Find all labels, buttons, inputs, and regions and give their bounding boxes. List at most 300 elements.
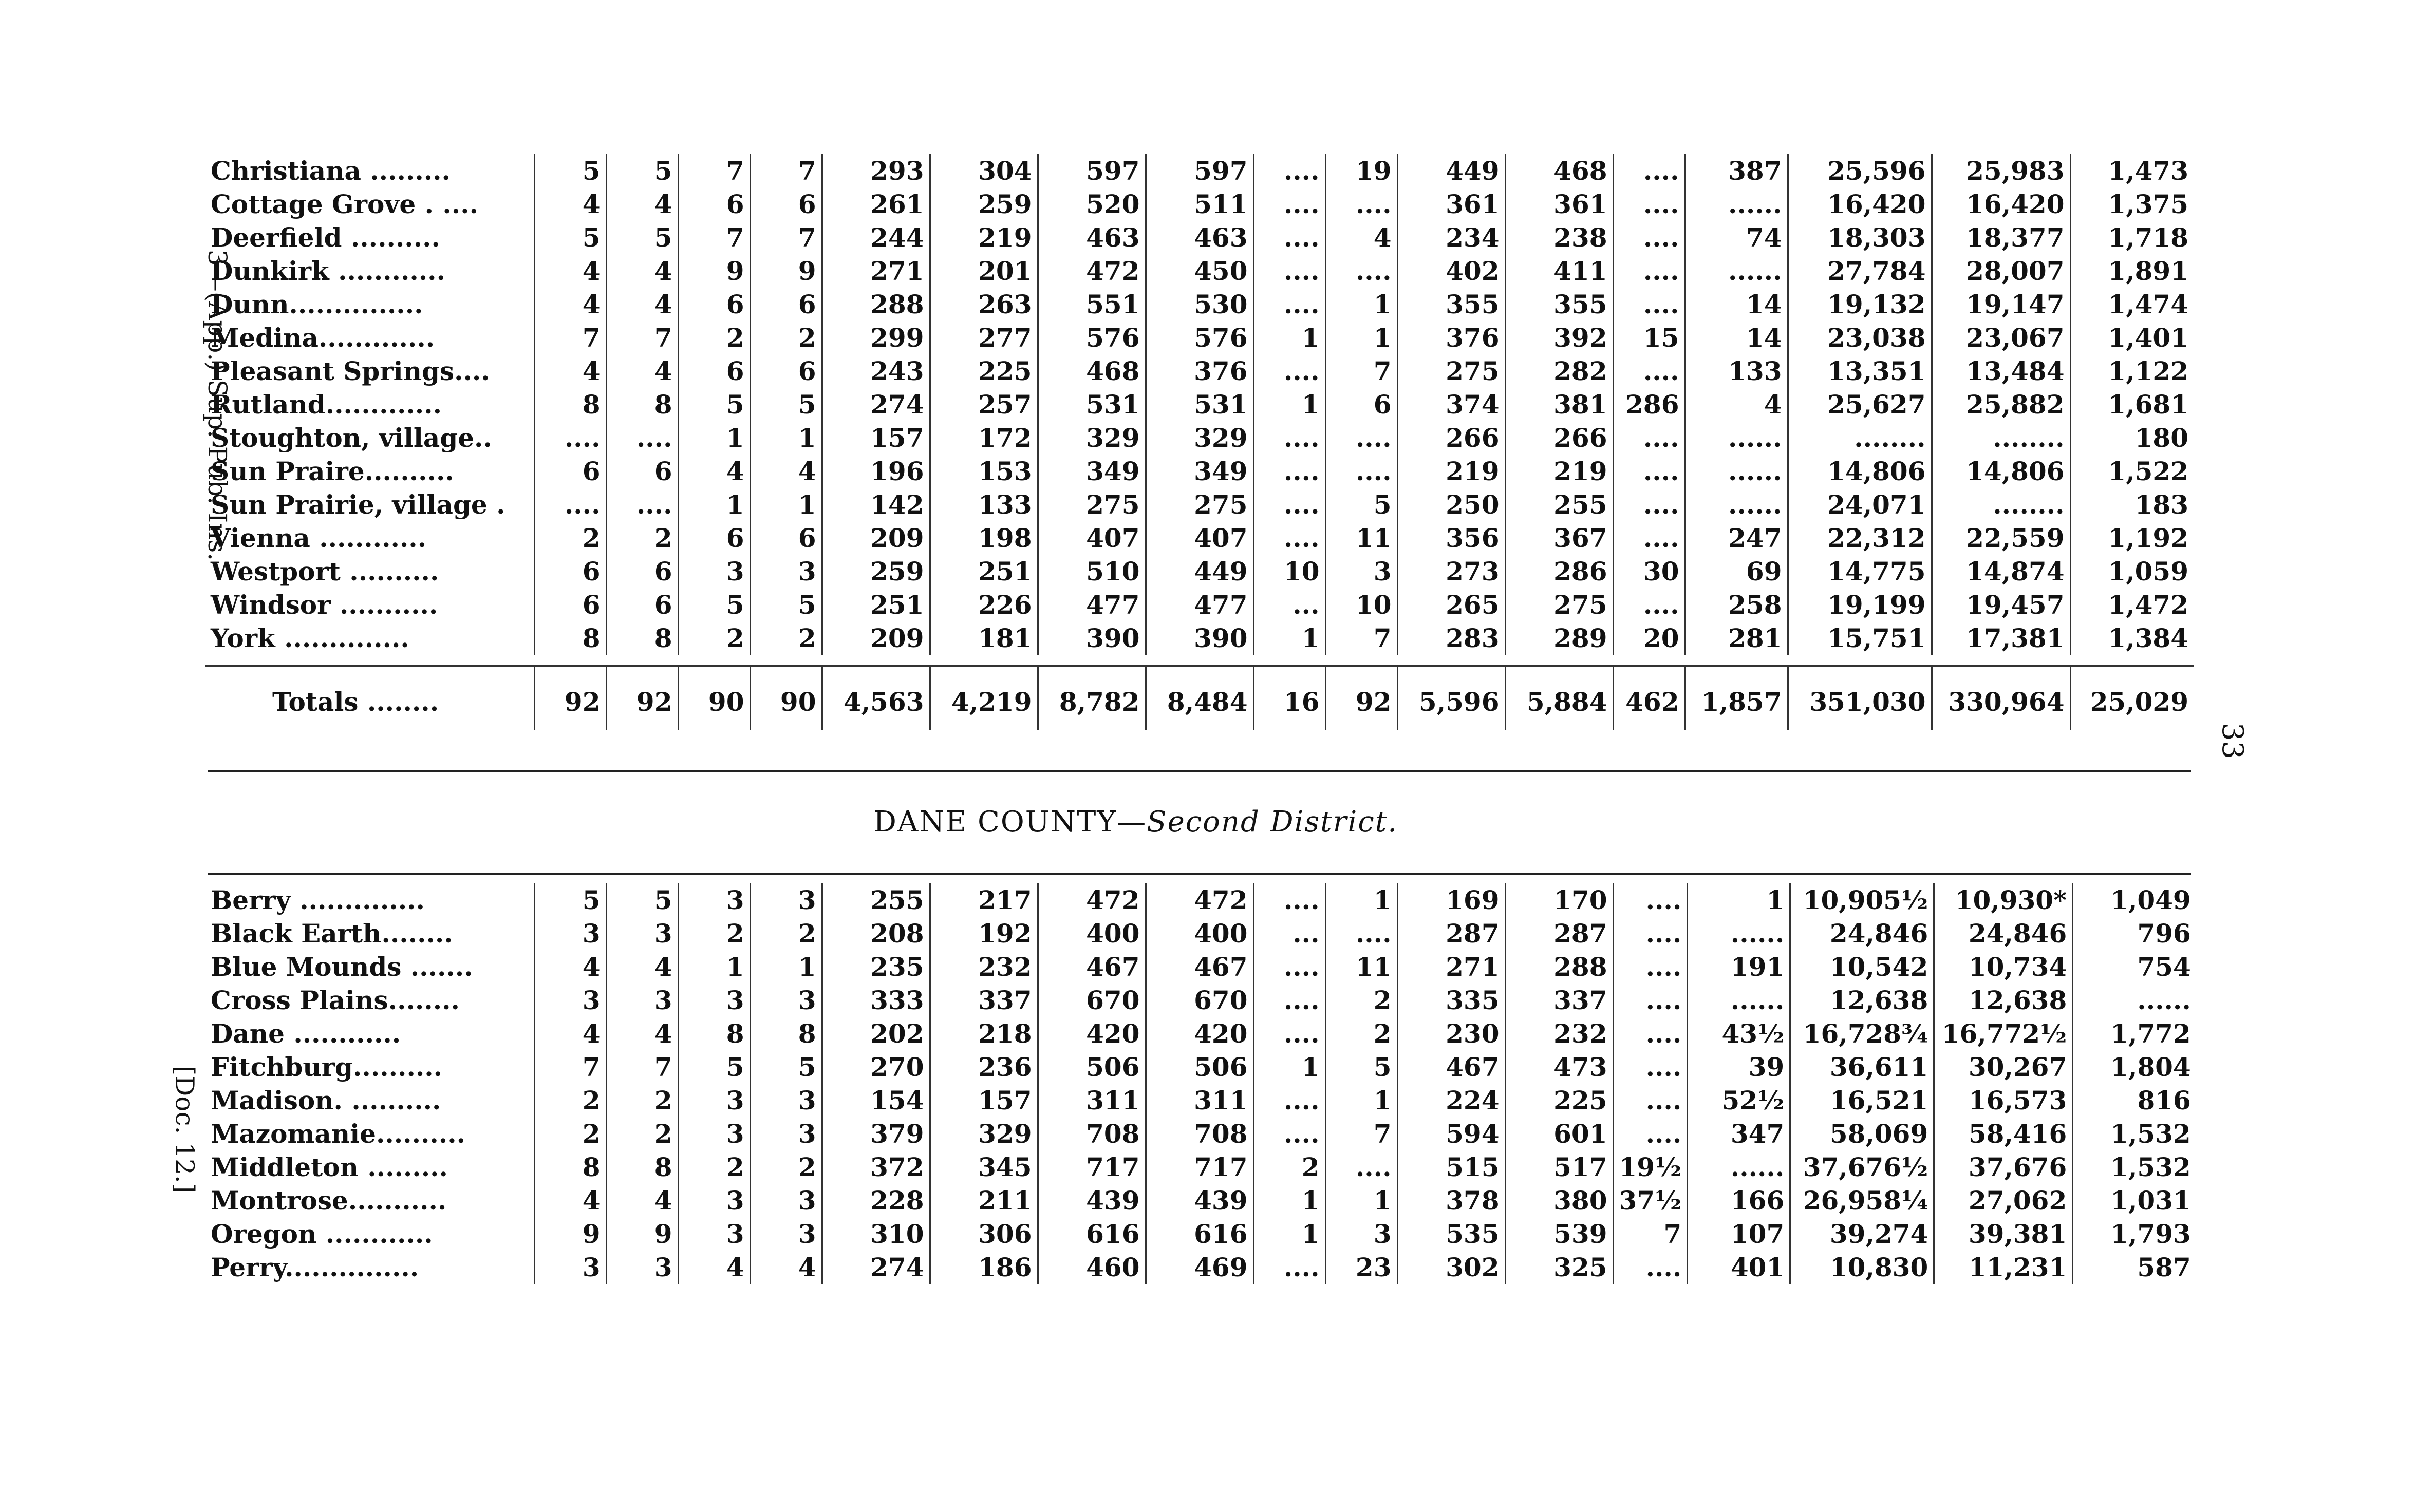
table-cell: 74 xyxy=(1685,221,1788,254)
table-cell: 1,522 xyxy=(2108,456,2188,486)
table-cell: 349 xyxy=(1146,455,1253,488)
table-cell: 1 xyxy=(1325,883,1397,917)
table-cell: 4 xyxy=(606,288,678,321)
table-cell: 670 xyxy=(1146,984,1253,1017)
table-cell: 26,958¼ xyxy=(1790,1184,1934,1217)
table-cell: 5 xyxy=(1325,1050,1397,1084)
table-cell: 5 xyxy=(606,883,678,917)
table-cell: 219 xyxy=(1397,455,1505,488)
table-cell: 6 xyxy=(606,555,678,588)
table-cell: 273 xyxy=(1397,555,1505,588)
table-row xyxy=(205,1184,2196,1217)
table-cell: 19,199 xyxy=(1788,588,1932,621)
table-cell: 8,782 xyxy=(1038,666,1146,730)
table-row xyxy=(205,883,2196,917)
table-cell: 347 xyxy=(1688,1117,1790,1150)
table-cell: 286 xyxy=(1613,388,1685,421)
table-cell: .... xyxy=(1613,950,1688,984)
table-cell: 16,420 xyxy=(1932,187,2070,221)
table-cell: 4 xyxy=(534,187,606,221)
table-cell: 18,377 xyxy=(1932,221,2070,254)
table-row xyxy=(205,421,2194,455)
table-cell: 16,728¾ xyxy=(1790,1017,1934,1050)
table-cell: .... xyxy=(1613,1050,1688,1084)
table-cell: 597 xyxy=(1146,154,1253,187)
table-cell: 460 xyxy=(1038,1251,1146,1284)
table-cell: ...... xyxy=(1688,1150,1790,1184)
table-cell: 5 xyxy=(534,883,606,917)
page-number: 33 xyxy=(2216,722,2250,760)
table-cell: .... xyxy=(534,421,606,455)
table-cell: 1 xyxy=(750,950,822,984)
table-cell: 4 xyxy=(606,187,678,221)
table-cell: 1 xyxy=(1253,321,1325,354)
table-cell: 299 xyxy=(822,321,930,354)
table-cell: 1,192 xyxy=(2108,523,2188,553)
table-cell: 3 xyxy=(750,555,822,588)
table-cell: 616 xyxy=(1038,1217,1146,1251)
table-cell: 234 xyxy=(1397,221,1505,254)
table-cell: 6 xyxy=(678,187,750,221)
table-cell: 387 xyxy=(1685,154,1788,187)
table-cell: 275 xyxy=(1146,488,1253,521)
table-cell: 12,638 xyxy=(1934,984,2073,1017)
table-cell: 439 xyxy=(1038,1184,1146,1217)
table-cell: 6 xyxy=(678,521,750,555)
table-cell: 1,384 xyxy=(2108,623,2188,653)
table-cell: 6 xyxy=(750,354,822,388)
table-cell: 180 xyxy=(2134,423,2188,453)
table-cell: 400 xyxy=(1146,917,1253,950)
table-cell: 304 xyxy=(930,154,1038,187)
table-cell: 13,351 xyxy=(1788,354,1932,388)
table-cell: 576 xyxy=(1146,321,1253,354)
table-cell: 2 xyxy=(1253,1150,1325,1184)
table-cell: 601 xyxy=(1505,1117,1613,1150)
table-cell: 4 xyxy=(606,1184,678,1217)
table-cell: 90 xyxy=(750,666,822,730)
table-cell: 37,676½ xyxy=(1790,1150,1934,1184)
table-cell: .... xyxy=(1253,1117,1325,1150)
table-cell: 14,806 xyxy=(1788,455,1932,488)
table-cell: 381 xyxy=(1505,388,1613,421)
table-cell: 361 xyxy=(1505,187,1613,221)
table-cell: 8 xyxy=(606,621,678,655)
table-cell: 266 xyxy=(1397,421,1505,455)
table-cell: 271 xyxy=(1397,950,1505,984)
table-cell: 1,772 xyxy=(2110,1018,2191,1049)
table-cell: 7 xyxy=(1325,621,1397,655)
table-cell: .... xyxy=(1325,187,1397,221)
table-cell: ...... xyxy=(1685,187,1788,221)
table-cell: 224 xyxy=(1397,1084,1505,1117)
table-cell: 10,830 xyxy=(1790,1251,1934,1284)
table-cell: 1 xyxy=(1325,1084,1397,1117)
table-cell: 293 xyxy=(822,154,930,187)
table-row xyxy=(205,254,2194,288)
table-cell: 19,457 xyxy=(1932,588,2070,621)
table-cell: 4,563 xyxy=(822,666,930,730)
table-cell: 3 xyxy=(606,1251,678,1284)
table-cell: .... xyxy=(1613,917,1688,950)
row-label: Fitchburg.......... xyxy=(205,1050,534,1084)
table-cell: ... xyxy=(1253,588,1325,621)
table-cell: 154 xyxy=(822,1084,930,1117)
table-cell: 4 xyxy=(1325,221,1397,254)
table-cell: 25,029 xyxy=(2070,666,2194,730)
table-cell: 473 xyxy=(1505,1050,1613,1084)
table-cell: 1 xyxy=(1253,1184,1325,1217)
table-cell: 16,772½ xyxy=(1934,1017,2073,1050)
row-label: Middleton ......... xyxy=(205,1150,534,1184)
table-cell: 6 xyxy=(534,455,606,488)
table-cell: 9 xyxy=(678,254,750,288)
table-cell: 7 xyxy=(750,154,822,187)
table-cell: .... xyxy=(1613,984,1688,1017)
table-cell: 1,681 xyxy=(2108,389,2188,420)
table-cell: 506 xyxy=(1146,1050,1253,1084)
row-label: Madison. .......... xyxy=(205,1084,534,1117)
table-cell: 1 xyxy=(678,950,750,984)
table-cell: 236 xyxy=(930,1050,1038,1084)
row-label: Deerfield .......... xyxy=(205,221,534,254)
table-cell: 3 xyxy=(678,1084,750,1117)
table-cell: 2 xyxy=(1325,984,1397,1017)
table-cell: .... xyxy=(1253,521,1325,555)
table-cell: 257 xyxy=(930,388,1038,421)
table-cell: 170 xyxy=(1505,883,1613,917)
table-cell: 3 xyxy=(1325,555,1397,588)
table-cell: .... xyxy=(1613,187,1685,221)
table-cell: 329 xyxy=(1038,421,1146,455)
table-cell: 30,267 xyxy=(1934,1050,2073,1084)
table-row xyxy=(205,1084,2196,1117)
table-cell: 20 xyxy=(1613,621,1685,655)
table-cell: 1,472 xyxy=(2108,590,2188,620)
table-cell: 5,884 xyxy=(1505,666,1613,730)
table-cell: 24,846 xyxy=(1790,917,1934,950)
table-cell: 1 xyxy=(1253,1217,1325,1251)
row-label: Totals ........ xyxy=(205,666,534,730)
table-cell: 302 xyxy=(1397,1251,1505,1284)
table-cell: .... xyxy=(534,488,606,521)
table-cell: 11,231 xyxy=(1934,1251,2073,1284)
table-cell: 376 xyxy=(1397,321,1505,354)
table-cell: ...... xyxy=(1685,421,1788,455)
table-first-district xyxy=(205,154,2194,730)
table-cell: 355 xyxy=(1397,288,1505,321)
table-cell: 8 xyxy=(750,1017,822,1050)
table-cell: 275 xyxy=(1505,588,1613,621)
table-cell: .... xyxy=(606,421,678,455)
table-cell: .... xyxy=(1613,521,1685,555)
table-cell: 3 xyxy=(534,984,606,1017)
table-cell: 8 xyxy=(606,1150,678,1184)
table-cell: .... xyxy=(1253,154,1325,187)
table-cell: .... xyxy=(1253,488,1325,521)
table-cell: 192 xyxy=(930,917,1038,950)
table-cell: .... xyxy=(1613,1117,1688,1150)
table-cell: 11 xyxy=(1325,950,1397,984)
table-cell: 3 xyxy=(750,1184,822,1217)
table-cell: 6 xyxy=(534,588,606,621)
table-cell: .... xyxy=(1253,984,1325,1017)
table-cell: 107 xyxy=(1688,1217,1790,1251)
table-cell: 7 xyxy=(678,221,750,254)
table-cell: 511 xyxy=(1146,187,1253,221)
table-cell: 515 xyxy=(1397,1150,1505,1184)
table-cell: 169 xyxy=(1397,883,1505,917)
table-cell: 183 xyxy=(2134,489,2188,520)
table-cell: 576 xyxy=(1038,321,1146,354)
table-cell: 1 xyxy=(1253,1050,1325,1084)
table-cell: 235 xyxy=(822,950,930,984)
spacer-cell xyxy=(205,655,2194,666)
table-cell: 1 xyxy=(678,421,750,455)
table-cell: 816 xyxy=(2137,1085,2191,1116)
table-cell: 407 xyxy=(1146,521,1253,555)
table-cell: 275 xyxy=(1397,354,1505,388)
table-cell: .... xyxy=(1613,1017,1688,1050)
row-label: Perry............... xyxy=(205,1251,534,1284)
table-cell: 27,784 xyxy=(1788,254,1932,288)
table-cell: 6 xyxy=(750,521,822,555)
table-row xyxy=(205,917,2196,950)
table-cell: 420 xyxy=(1038,1017,1146,1050)
table-cell: 378 xyxy=(1397,1184,1505,1217)
table-cell: .... xyxy=(1613,154,1685,187)
table-cell: 4 xyxy=(534,950,606,984)
table-cell: 1 xyxy=(1325,288,1397,321)
table-cell: 670 xyxy=(1038,984,1146,1017)
row-label: Oregon ............ xyxy=(205,1217,534,1251)
table-cell: 9 xyxy=(534,1217,606,1251)
table-cell: 411 xyxy=(1505,254,1613,288)
table-cell: 23,067 xyxy=(1932,321,2070,354)
table-cell: 708 xyxy=(1038,1117,1146,1150)
table-cell: 186 xyxy=(930,1251,1038,1284)
table-cell: 4 xyxy=(606,254,678,288)
table-cell: 1,532 xyxy=(2110,1152,2191,1182)
table-cell: 2 xyxy=(678,1150,750,1184)
row-label: Christiana ......... xyxy=(205,154,534,187)
table-cell: ........ xyxy=(1932,488,2070,521)
table-cell: 37,676 xyxy=(1934,1150,2073,1184)
table-row xyxy=(205,1017,2196,1050)
table-row xyxy=(205,555,2194,588)
table-cell: 333 xyxy=(822,984,930,1017)
table-row xyxy=(205,455,2194,488)
table-cell: 717 xyxy=(1038,1150,1146,1184)
table-cell: 153 xyxy=(930,455,1038,488)
table-cell: 259 xyxy=(930,187,1038,221)
table-cell: 9 xyxy=(750,254,822,288)
table-cell: .... xyxy=(1325,917,1397,950)
table-row xyxy=(205,321,2194,354)
table-cell: 329 xyxy=(930,1117,1038,1150)
table-cell: .... xyxy=(1325,254,1397,288)
table-cell: 52½ xyxy=(1688,1084,1790,1117)
table-cell: 390 xyxy=(1038,621,1146,655)
table-cell: 250 xyxy=(1397,488,1505,521)
section-heading-main: DANE COUNTY— xyxy=(873,805,1147,839)
table-cell: ...... xyxy=(1685,488,1788,521)
table-row xyxy=(205,588,2194,621)
table-cell: 172 xyxy=(930,421,1038,455)
table-cell: 255 xyxy=(822,883,930,917)
section-heading-italic: Second District. xyxy=(1147,805,1398,839)
table-cell: .... xyxy=(1613,488,1685,521)
table-cell: 288 xyxy=(822,288,930,321)
table-cell: 477 xyxy=(1146,588,1253,621)
table-cell: 1,122 xyxy=(2108,356,2188,386)
table-cell: 7 xyxy=(534,1050,606,1084)
table-cell: 467 xyxy=(1397,1050,1505,1084)
table-cell: 2 xyxy=(678,917,750,950)
table-row xyxy=(205,288,2194,321)
table-cell: 225 xyxy=(1505,1084,1613,1117)
table-cell: .... xyxy=(1613,421,1685,455)
table-cell: 597 xyxy=(1038,154,1146,187)
table-cell: 345 xyxy=(930,1150,1038,1184)
table-cell: 4 xyxy=(678,1251,750,1284)
table-cell: 5 xyxy=(534,221,606,254)
table-cell: .... xyxy=(1613,221,1685,254)
table-cell: 379 xyxy=(822,1117,930,1150)
table-cell: 16,420 xyxy=(1788,187,1932,221)
table-cell: 8 xyxy=(534,1150,606,1184)
table-cell: 717 xyxy=(1146,1150,1253,1184)
table-cell: 7 xyxy=(534,321,606,354)
table-cell: 2 xyxy=(750,321,822,354)
table-cell: 10 xyxy=(1253,555,1325,588)
table-cell: 1 xyxy=(1688,883,1790,917)
table-cell: 58,069 xyxy=(1790,1117,1934,1150)
side-note-source: 3—(App.) Sup. Pub. Ins. xyxy=(202,249,233,561)
table-cell: 19,132 xyxy=(1788,288,1932,321)
table-cell: 374 xyxy=(1397,388,1505,421)
table-cell: 449 xyxy=(1146,555,1253,588)
table-cell: 39,381 xyxy=(1934,1217,2073,1251)
table-cell: 517 xyxy=(1505,1150,1613,1184)
table-cell: 3 xyxy=(750,883,822,917)
table-row xyxy=(205,521,2194,555)
table-cell: 356 xyxy=(1397,521,1505,555)
row-label: Mazomanie.......... xyxy=(205,1117,534,1150)
table-cell: 3 xyxy=(678,1117,750,1150)
table-cell: 400 xyxy=(1038,917,1146,950)
table-cell: 5 xyxy=(678,588,750,621)
table-cell: 28,007 xyxy=(1932,254,2070,288)
table-cell: 7 xyxy=(606,321,678,354)
table-cell: 4 xyxy=(534,1017,606,1050)
table-cell: 376 xyxy=(1146,354,1253,388)
table-cell: 23,038 xyxy=(1788,321,1932,354)
table-cell: ...... xyxy=(1688,917,1790,950)
table-cell: 4 xyxy=(750,1251,822,1284)
table-cell: 7 xyxy=(1613,1217,1688,1251)
table-cell: 4 xyxy=(606,950,678,984)
table-cell: 4 xyxy=(606,1017,678,1050)
table-cell: 230 xyxy=(1397,1017,1505,1050)
table-cell: 330,964 xyxy=(1932,666,2070,730)
table-cell: 226 xyxy=(930,588,1038,621)
row-label: Montrose........... xyxy=(205,1184,534,1217)
table-cell: 5 xyxy=(606,221,678,254)
table-cell: 217 xyxy=(930,883,1038,917)
table-cell: 467 xyxy=(1038,950,1146,984)
table-cell: 4 xyxy=(534,288,606,321)
table-cell: 4,219 xyxy=(930,666,1038,730)
table-cell: .... xyxy=(1253,254,1325,288)
table-cell: 355 xyxy=(1505,288,1613,321)
table-cell: 5 xyxy=(1325,488,1397,521)
table-cell: 23 xyxy=(1325,1251,1397,1284)
table-cell: 4 xyxy=(606,354,678,388)
table-row xyxy=(205,354,2194,388)
table-cell: 261 xyxy=(822,187,930,221)
table-cell: 1,474 xyxy=(2108,289,2188,319)
table-cell: 1 xyxy=(750,421,822,455)
table-cell: 201 xyxy=(930,254,1038,288)
table-cell: 390 xyxy=(1146,621,1253,655)
table-cell: 4 xyxy=(534,254,606,288)
table-cell: 247 xyxy=(1685,521,1788,555)
table-cell: 2 xyxy=(750,1150,822,1184)
table-cell: 258 xyxy=(1685,588,1788,621)
table-cell: 510 xyxy=(1038,555,1146,588)
table-cell: 133 xyxy=(1685,354,1788,388)
table-cell: 506 xyxy=(1038,1050,1146,1084)
table-cell: 209 xyxy=(822,621,930,655)
table-cell: 244 xyxy=(822,221,930,254)
table-cell: 462 xyxy=(1613,666,1685,730)
table-cell: 8,484 xyxy=(1146,666,1253,730)
row-label: Cross Plains........ xyxy=(205,984,534,1017)
table-cell: 37½ xyxy=(1613,1184,1688,1217)
table-cell: 228 xyxy=(822,1184,930,1217)
table-cell: 439 xyxy=(1146,1184,1253,1217)
table-cell: 407 xyxy=(1038,521,1146,555)
table-cell: 520 xyxy=(1038,187,1146,221)
table-cell: 311 xyxy=(1038,1084,1146,1117)
table-second-district xyxy=(205,883,2196,1284)
table-row xyxy=(205,621,2194,655)
table-cell: .... xyxy=(1325,421,1397,455)
table-cell: 468 xyxy=(1505,154,1613,187)
table-cell: 6 xyxy=(534,555,606,588)
table-cell: 1,857 xyxy=(1685,666,1788,730)
table-cell: .... xyxy=(1253,1251,1325,1284)
table-cell: .... xyxy=(1613,883,1688,917)
table-cell: 16,573 xyxy=(1934,1084,2073,1117)
table-cell: .... xyxy=(1613,288,1685,321)
table-cell: 7 xyxy=(1325,1117,1397,1150)
table-cell: 616 xyxy=(1146,1217,1253,1251)
table-cell: ...... xyxy=(1688,984,1790,1017)
table-cell: 472 xyxy=(1146,883,1253,917)
row-label: Dunkirk ............ xyxy=(205,254,534,288)
table-cell: 1 xyxy=(1325,1184,1397,1217)
table-cell: 211 xyxy=(930,1184,1038,1217)
table-cell: 1 xyxy=(1253,621,1325,655)
table-cell: 450 xyxy=(1146,254,1253,288)
table-cell: 266 xyxy=(1505,421,1613,455)
table-row xyxy=(205,1217,2196,1251)
table-cell: 25,983 xyxy=(1932,154,2070,187)
table-cell: 8 xyxy=(606,388,678,421)
table-cell: 468 xyxy=(1038,354,1146,388)
